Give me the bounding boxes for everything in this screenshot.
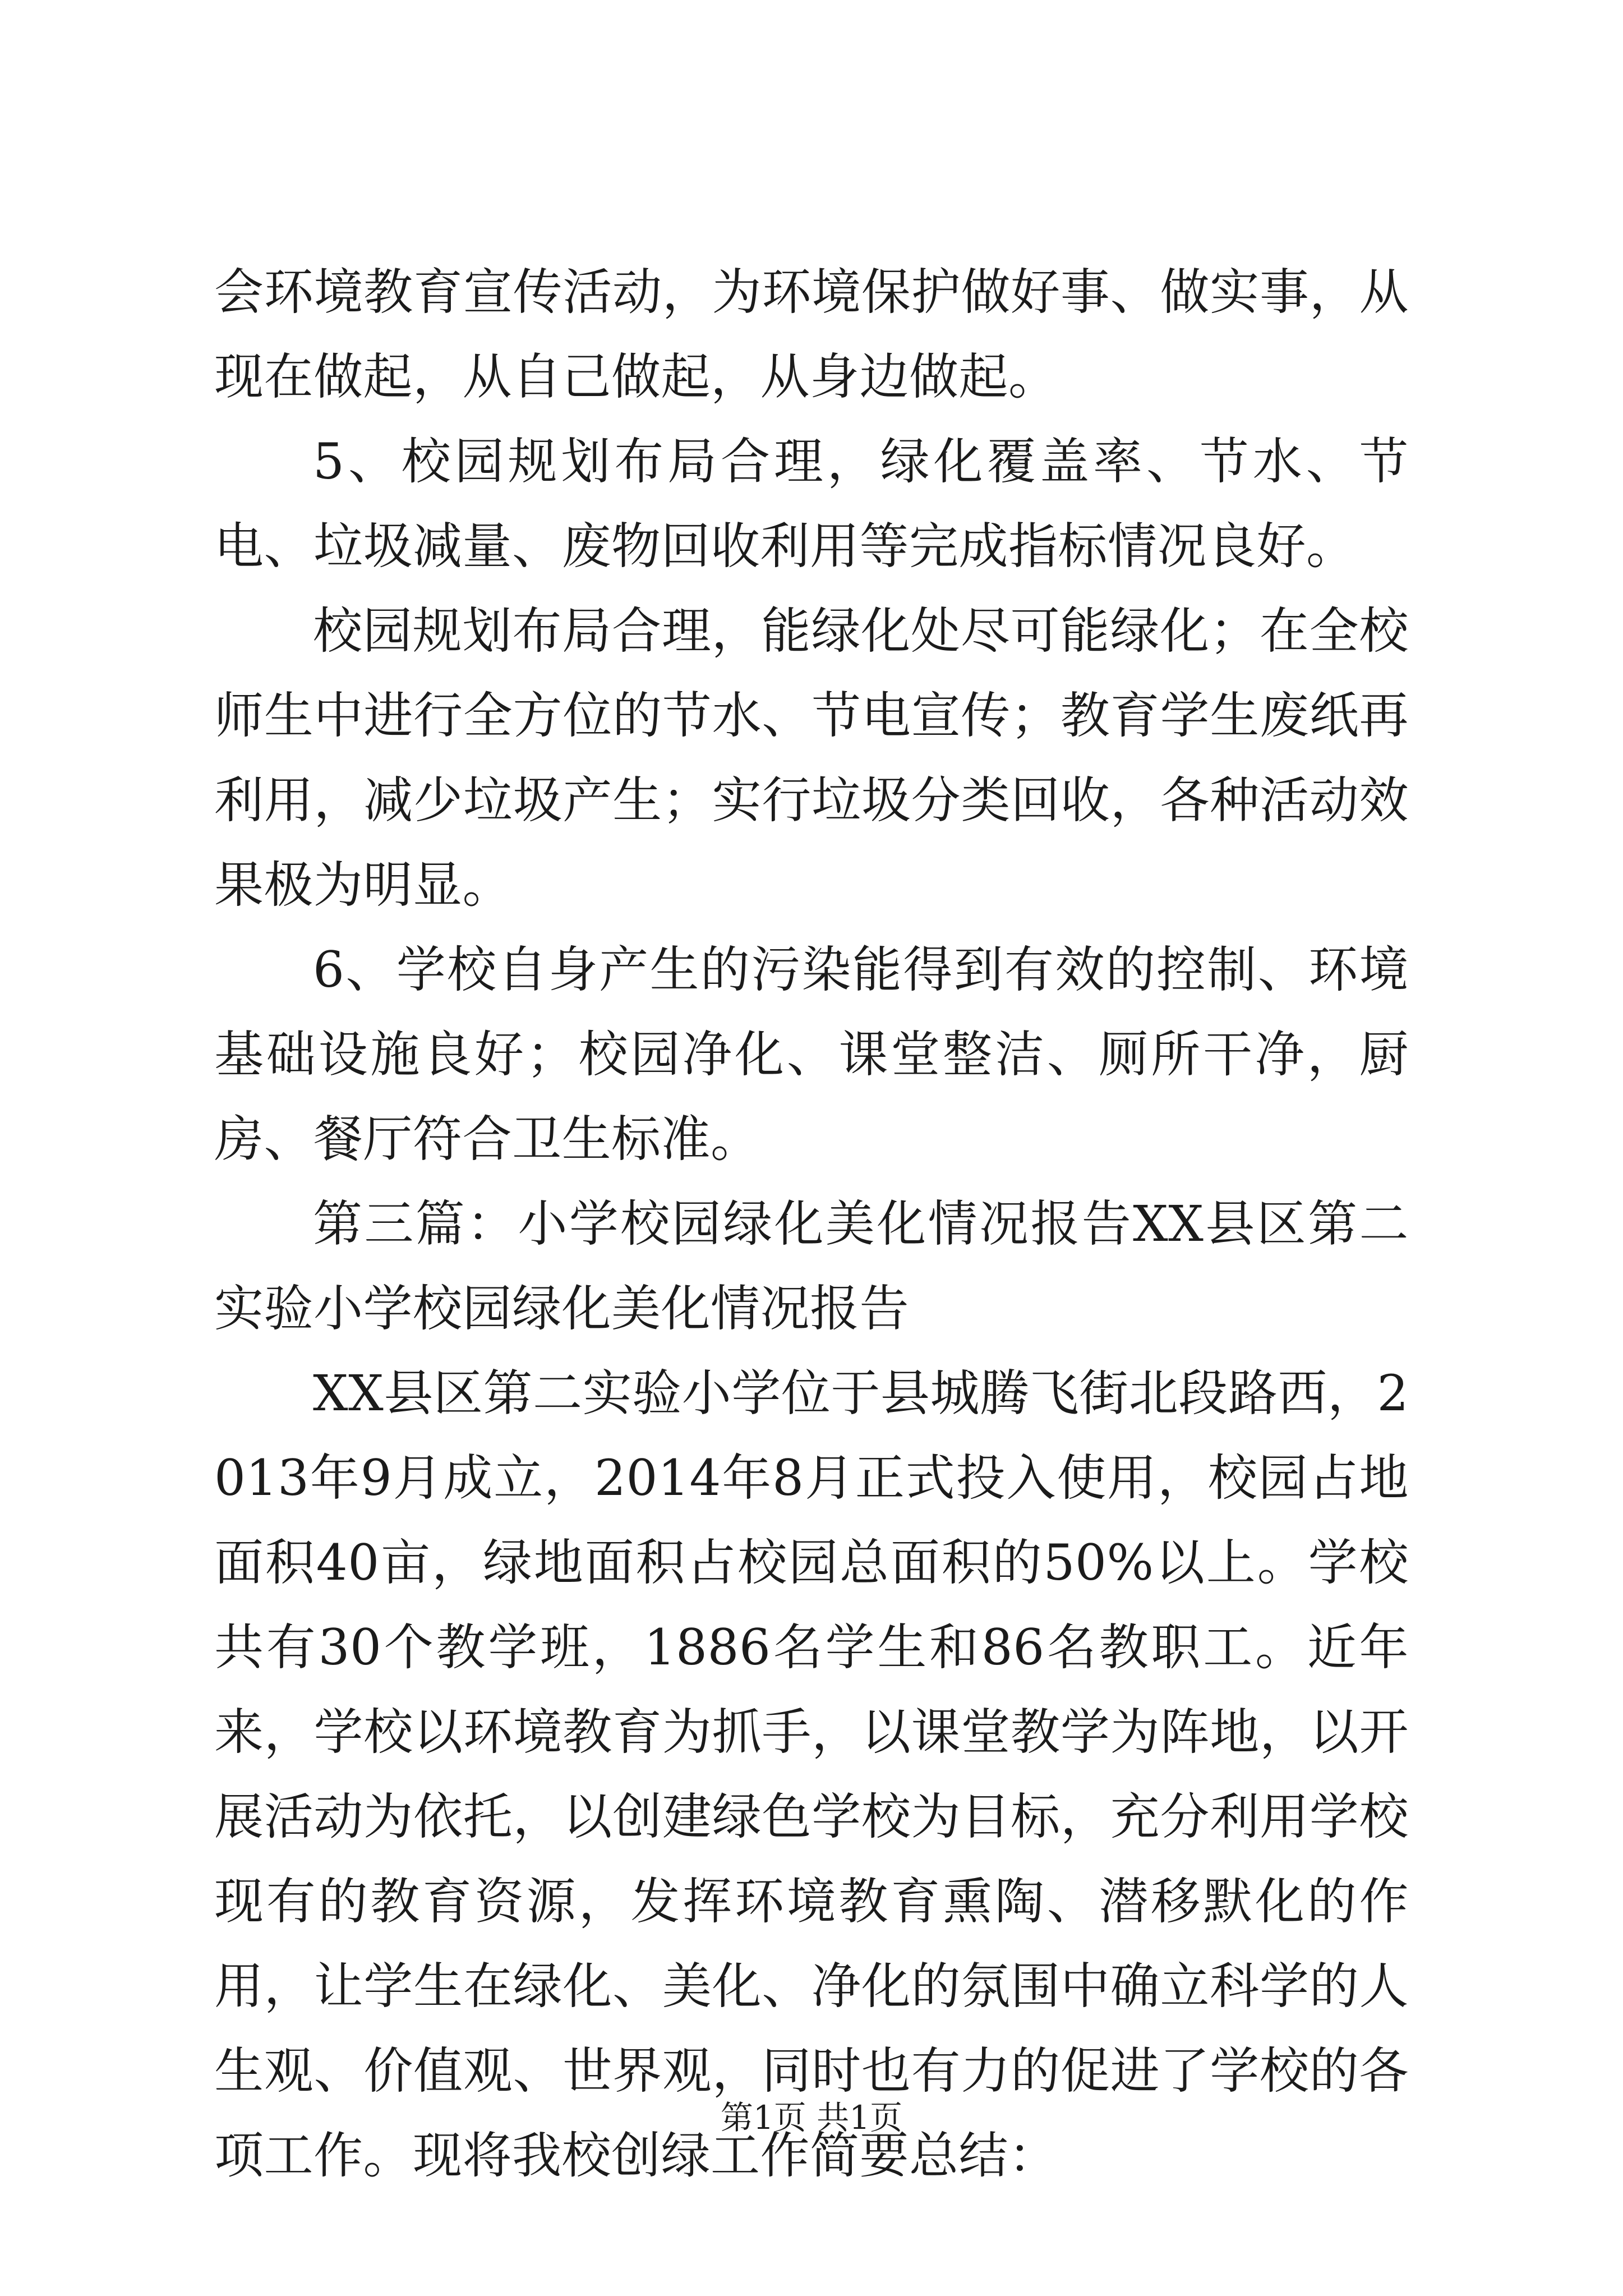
paragraph-continuation: 会环境教育宣传活动，为环境保护做好事、做实事，从现在做起，从自己做起，从身边做起。 [214,263,1409,406]
page-footer: 第1页 共1页 [720,2099,903,2137]
paragraph-school-intro: XX县区第二实验小学位于县城腾飞街北段路西，2013年9月成立，2014年8月正式投入使用，校园占地面积40亩，绿地面积占校园总面积的50%以上。学校共有30个教学班，1886名学生和86名教职工。近年来，学校以环境教育为抓手，以课堂教学为阵地，以开展活动为依托，以创建绿色学校为目标，充分利用学校现有的教育资源，发挥环境教育熏陶、潜移默化的作用，让学生在绿化、美化、净化的氛围中确立科学的人生观、价值观、世界观，同时也有力的促进了学校的各项工作。现将我校创绿工作简要总结： [214,1364,1409,2184]
paragraph-campus-layout: 校园规划布局合理，能绿化处尽可能绿化；在全校师生中进行全方位的节水、节电宣传；教育学生废纸再利用，减少垃圾产生；实行垃圾分类回收，各种活动效果极为明显。 [214,602,1409,914]
document-body [214,250,1409,2198]
paragraph-item-6: 6、学校自身产生的污染能得到有效的控制、环境基础设施良好；校园净化、课堂整洁、厕所干净，厨房、餐厅符合卫生标准。 [214,941,1409,1168]
paragraph-section-title: 第三篇：小学校园绿化美化情况报告XX县区第二实验小学校园绿化美化情况报告 [214,1195,1409,1337]
paragraph-item-5: 5、校园规划布局合理，绿化覆盖率、节水、节电、垃圾减量、废物回收利用等完成指标情况良好。 [214,432,1409,575]
